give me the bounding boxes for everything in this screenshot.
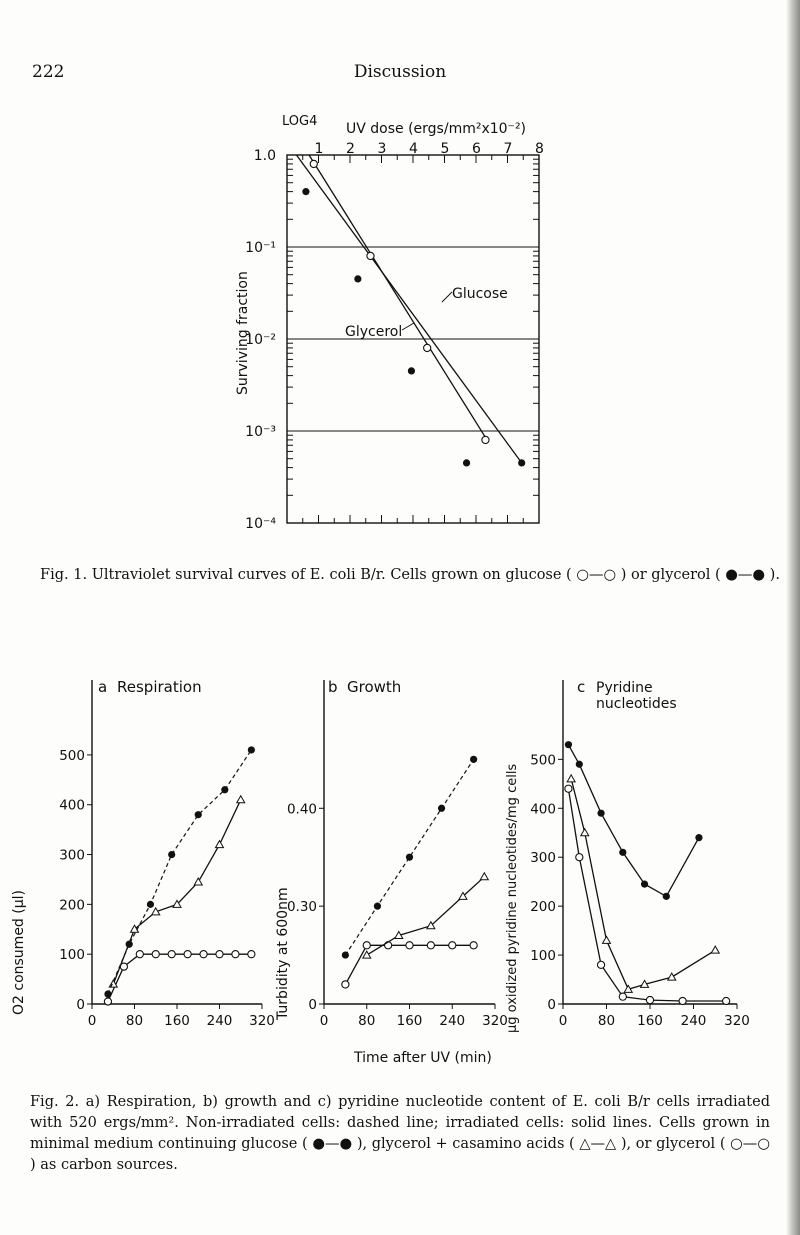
top-tick-label: 5 — [440, 141, 450, 157]
glycerol-point — [408, 367, 415, 374]
glucose-point — [424, 344, 431, 351]
panel-c-data-point — [723, 997, 730, 1004]
panel-a-data-point — [248, 746, 255, 753]
panel-b-x-tick-label: 320 — [482, 1013, 508, 1029]
panel-b-letter: b — [328, 678, 338, 696]
panel-c-data-point — [711, 946, 719, 953]
panel-a-data-point — [152, 951, 159, 958]
panel-a-data-point — [248, 951, 255, 958]
panel-c-data-point — [641, 881, 648, 888]
panel-c-y-tick-label: 200 — [530, 899, 556, 916]
panel-c-ylabel: µg oxidized pyridine nucleotides/mg cells — [505, 763, 520, 1033]
panel-c-data-point — [581, 829, 589, 836]
panel-b-title: Growth — [347, 678, 402, 696]
panel-a-ylabel: O2 consumed (µl) — [11, 890, 27, 1015]
panel-c-data-point — [565, 741, 572, 748]
panel-b-data-point — [449, 942, 456, 949]
panel-c-x-tick-label: 240 — [680, 1013, 707, 1029]
panel-c-x-tick-label: 80 — [597, 1013, 616, 1029]
figure-1-survival-chart — [0, 0, 800, 560]
panel-a-x-tick-label: 0 — [87, 1013, 97, 1029]
panel-a-x-tick-label: 240 — [206, 1013, 233, 1029]
panel-a-data-point — [126, 941, 133, 948]
panel-a-data-point — [136, 951, 143, 958]
panel-a-axes — [59, 680, 275, 1029]
panel-b-data-point — [470, 756, 477, 763]
panel-c-y-tick-label: 0 — [547, 997, 556, 1013]
panel-b-y-tick-label: 0 — [308, 997, 317, 1013]
panel-a-data-point — [195, 811, 202, 818]
panel-b-data-point — [342, 951, 349, 958]
panel-c-data-point — [567, 775, 575, 782]
top-tick-label: 1 — [314, 141, 324, 157]
panel-a-y-tick-label: 400 — [59, 797, 85, 814]
glucose-point — [367, 252, 374, 259]
panel-a-data-point — [184, 951, 191, 958]
panel-b-data-point — [438, 805, 445, 812]
panel-a-data-point — [221, 786, 228, 793]
panel-c-data-point — [576, 854, 583, 861]
y-axis-ticks — [245, 148, 276, 532]
glycerol-point — [302, 188, 309, 195]
figure-2-panels — [0, 670, 800, 1070]
panel-c-data-point — [597, 810, 604, 817]
panel-c-y-tick-label: 400 — [530, 801, 556, 818]
panel-a-data-point — [216, 951, 223, 958]
panel-c-data-point — [646, 996, 653, 1003]
panel-b-data-point — [363, 942, 370, 949]
panel-c-data-point — [576, 761, 583, 768]
y-tick-label: 1.0 — [253, 148, 276, 164]
annotation-glycerol: Glycerol — [345, 324, 403, 340]
panel-c-x-tick-label: 160 — [637, 1013, 663, 1029]
panel-a-series-line — [108, 954, 252, 1001]
panel-c-y-tick-label: 300 — [530, 850, 556, 867]
figure-1-caption: Fig. 1. Ultraviolet survival curves of E. coli B/r. Cells grown on glucose ( ○—○ ) or glycerol ( ●—● ). — [40, 567, 780, 583]
panel-b-axes — [287, 680, 508, 1029]
glucose-point — [482, 436, 489, 443]
panel-a-data-point — [147, 901, 154, 908]
panel-c-series-line — [568, 789, 726, 1001]
panel-b-x-tick-label: 0 — [319, 1013, 329, 1029]
panel-b-series-line — [367, 877, 485, 955]
panel-b-data-point — [406, 942, 413, 949]
y-tick-label: 10⁻¹ — [245, 240, 276, 256]
panel-a-data-point — [216, 841, 224, 848]
panel-b-data-point — [480, 873, 488, 880]
panel-c-x-tick-label: 0 — [558, 1013, 568, 1029]
panel-a-data-point — [200, 951, 207, 958]
panel-a-x-tick-label: 160 — [164, 1013, 190, 1029]
glycerol-pointer — [402, 323, 414, 330]
y-tick-label: 10⁻³ — [245, 424, 276, 440]
top-tick-label: 7 — [503, 141, 513, 157]
panel-c-x-tick-label: 320 — [724, 1013, 750, 1029]
panel-c-data-point — [695, 834, 702, 841]
glucose-pointer — [442, 292, 452, 302]
panel-a-series-line — [108, 750, 252, 994]
panel-c-title-line1: Pyridine — [596, 680, 653, 696]
panel-b-x-tick-label: 80 — [358, 1013, 376, 1029]
glycerol-point — [463, 459, 470, 466]
top-tick-label: 8 — [535, 141, 544, 157]
glycerol-point — [518, 459, 525, 466]
panel-b-data-point — [363, 951, 371, 958]
panel-c-data-point — [603, 936, 611, 943]
decade-gridlines — [287, 247, 539, 431]
panel-c-data-point — [619, 849, 626, 856]
panel-a-data-point — [194, 878, 202, 885]
panel-b-data-point — [427, 942, 434, 949]
running-head: Discussion — [353, 62, 447, 82]
panel-b-data-point — [374, 903, 381, 910]
panel-b-series-line — [345, 945, 473, 984]
panel-a-y-tick-label: 500 — [59, 747, 85, 764]
panel-c-data-point — [597, 961, 604, 968]
panel-c-title-line2: nucleotides — [596, 696, 677, 712]
panel-c-series-line — [568, 745, 699, 897]
panel-a-title: Respiration — [117, 678, 202, 696]
top-tick-label: 4 — [409, 141, 418, 157]
panel-a-y-tick-label: 200 — [59, 897, 85, 914]
panel-a-data-point — [168, 851, 175, 858]
panel-b-x-tick-label: 240 — [439, 1013, 466, 1029]
panel-b-data-point — [406, 854, 413, 861]
panel-b-x-tick-label: 160 — [396, 1013, 423, 1029]
panel-a-y-tick-label: 300 — [59, 847, 85, 864]
glucose-point — [310, 160, 317, 167]
survival-series — [296, 155, 525, 467]
log-cycles-label: LOG4 — [282, 114, 318, 129]
panel-a-data-point — [168, 951, 175, 958]
y-tick-label: 10⁻² — [245, 332, 276, 348]
panel-a-letter: a — [98, 678, 108, 696]
panel-b-y-tick-label: 0.40 — [286, 801, 317, 818]
panel-c-series — [565, 741, 730, 1005]
panel-a-data-point — [104, 998, 111, 1005]
annotation-glucose: Glucose — [452, 286, 508, 302]
panel-c-data-point — [663, 893, 670, 900]
panel-a-x-tick-label: 320 — [249, 1013, 275, 1029]
y-axis-label: Surviving fraction — [235, 271, 251, 395]
glycerol-line — [296, 155, 521, 463]
time-axis-label: Time after UV (min) — [354, 1050, 492, 1066]
glycerol-point — [354, 275, 361, 282]
top-axis-label: UV dose (ergs/mm²x10⁻²) — [346, 121, 527, 137]
panel-a-data-point — [232, 951, 239, 958]
panel-b-data-point — [342, 981, 349, 988]
top-tick-label: 3 — [377, 141, 387, 157]
page-number: 222 — [32, 62, 65, 82]
top-tick-label: 2 — [346, 141, 355, 157]
top-tick-label: 6 — [472, 141, 481, 157]
panel-c-data-point — [565, 785, 572, 792]
panel-b-data-point — [470, 942, 477, 949]
panel-a-x-tick-label: 80 — [125, 1013, 144, 1029]
panel-c-data-point — [679, 997, 686, 1004]
panel-c-y-tick-label: 100 — [530, 948, 556, 965]
y-tick-label: 10⁻⁴ — [245, 516, 276, 532]
panel-c-letter: c — [577, 678, 586, 696]
panel-a-y-tick-label: 100 — [59, 947, 85, 964]
figure-2-caption: Fig. 2. a) Respiration, b) growth and c) pyridine nucleotide content of E. coli B/r cells irradiated with 520 ergs/mm². Non-irradiated cells: dashed line; irradiated cells: solid lines. Cells grown in minimal medium continuing glucose ( ●—● ), glycerol + casamino acids ( △—△ ), or glycerol ( ○—○ ) as carbon sources. — [30, 1094, 770, 1173]
panel-c-data-point — [619, 993, 626, 1000]
panel-a-y-tick-label: 0 — [76, 997, 85, 1013]
panel-c-data-point — [668, 973, 676, 980]
panel-c-y-tick-label: 500 — [530, 752, 556, 769]
panel-a-series — [104, 746, 255, 1005]
panel-b-ylabel: Turbidity at 600nm — [275, 887, 291, 1020]
panel-b-y-tick-label: 0.30 — [286, 899, 317, 916]
panel-c-axes — [530, 680, 750, 1029]
panel-a-data-point — [237, 796, 245, 803]
panel-a-data-point — [104, 990, 111, 997]
panel-b-series — [342, 756, 489, 988]
